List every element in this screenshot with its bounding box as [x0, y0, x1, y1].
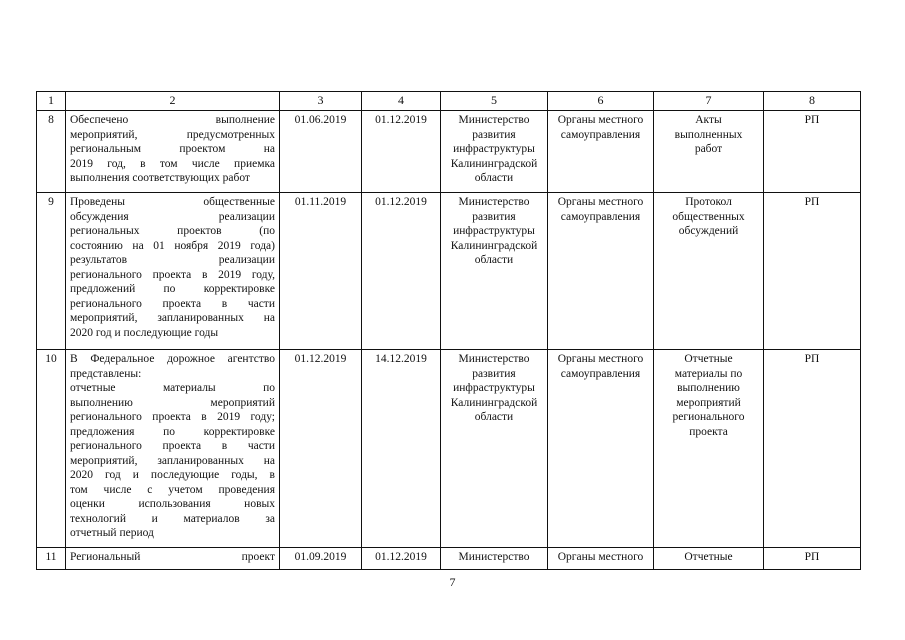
description-cell-line: отчетный период	[70, 527, 154, 539]
end-date-cell	[362, 193, 441, 350]
row-number-cell	[37, 350, 66, 548]
result-document-cell-line: проекта	[689, 425, 728, 438]
responsible-cell-line: области	[474, 411, 514, 423]
description-cell-line: выполнению мероприятий	[70, 396, 275, 409]
table-row	[37, 350, 861, 548]
description-cell-line: предложения по корректировке	[70, 425, 275, 438]
row-number-cell-text: 11	[45, 551, 57, 563]
participants-cell	[548, 193, 654, 350]
description-cell-line: регионального проекта в 2019 году;	[70, 411, 275, 423]
responsible-cell	[441, 193, 548, 350]
description-cell-line: 2020 год и последующие годы, в	[70, 469, 275, 481]
result-document-cell-line: Отчетные	[684, 551, 733, 563]
responsible-cell	[441, 111, 548, 193]
column-number-cell: 3	[280, 92, 362, 111]
description-cell-line: 2019 год, в том числе приемка	[70, 157, 275, 170]
participants-cell-line: Органы местного	[557, 353, 644, 365]
description-cell-line: В Федеральное дорожное агентство	[70, 353, 275, 365]
column-number-cell: 4	[362, 92, 441, 111]
start-date-cell-text: 01.09.2019	[294, 551, 347, 563]
description-cell-line: мероприятий, предусмотренных	[70, 128, 275, 141]
description-cell-line: регионального проекта в части	[70, 297, 275, 310]
result-document-cell-line: регионального	[672, 411, 745, 423]
description-cell-line: Проведены общественные	[70, 196, 275, 208]
result-document-cell	[654, 193, 764, 350]
participants-cell-line: Органы местного	[557, 196, 644, 208]
end-date-cell	[362, 111, 441, 193]
description-cell	[66, 350, 280, 548]
result-document-cell-line: выполнению	[677, 382, 740, 394]
table-row	[37, 193, 861, 350]
end-date-cell-text: 14.12.2019	[375, 353, 427, 365]
responsible-cell-line: области	[474, 172, 514, 184]
description-cell-line: выполнения соответствующих работ	[70, 172, 250, 184]
responsible-cell-line: развития	[472, 128, 516, 141]
control-level-cell-text: РП	[804, 114, 820, 126]
description-cell-line: регионального проекта в 2019 году,	[70, 268, 275, 281]
description-cell-line: том числе с учетом проведения	[70, 483, 275, 496]
responsible-cell-line: области	[474, 254, 514, 266]
column-number-cell: 1	[37, 92, 66, 111]
column-number-cell: 8	[764, 92, 861, 111]
control-level-cell	[764, 350, 861, 548]
participants-cell	[548, 350, 654, 548]
description-cell-line: регионального проекта в части	[70, 440, 275, 452]
column-number-cell: 2	[66, 92, 280, 111]
responsible-cell-line: развития	[472, 210, 516, 223]
result-document-cell-line: обсуждений	[678, 225, 739, 237]
end-date-cell-text: 01.12.2019	[375, 196, 427, 208]
column-number-cell: 7	[654, 92, 764, 111]
description-cell-line: региональным проектом на	[70, 143, 275, 155]
table-row	[37, 111, 861, 193]
control-level-cell-text: РП	[804, 353, 820, 365]
result-document-cell-line: выполненных	[674, 128, 743, 141]
result-document-cell-line: Протокол	[685, 196, 732, 208]
result-document-cell	[654, 111, 764, 193]
description-cell-line: оценки использования новых	[70, 498, 275, 510]
control-level-cell	[764, 111, 861, 193]
description-cell-line: региональных проектов (по	[70, 225, 275, 237]
end-date-cell	[362, 548, 441, 570]
participants-cell	[548, 548, 654, 570]
control-level-cell	[764, 193, 861, 350]
start-date-cell-text: 01.11.2019	[294, 196, 347, 208]
description-cell-line: предложений по корректировке	[70, 283, 275, 295]
responsible-cell-line: Министерство	[458, 353, 530, 365]
result-document-cell-line: Акты	[695, 114, 722, 126]
column-number-cell: 5	[441, 92, 548, 111]
start-date-cell-text: 01.12.2019	[294, 353, 347, 365]
description-cell	[66, 193, 280, 350]
participants-cell	[548, 111, 654, 193]
result-document-cell-line: общественных	[672, 210, 745, 223]
responsible-cell	[441, 548, 548, 570]
description-cell-line: представлены:	[70, 367, 142, 380]
end-date-cell-text: 01.12.2019	[375, 551, 427, 563]
control-level-cell-text: РП	[804, 196, 820, 208]
responsible-cell-line: Калининградской	[450, 157, 538, 170]
description-cell	[66, 548, 280, 570]
responsible-cell-line: инфраструктуры	[453, 225, 535, 237]
start-date-cell	[280, 193, 362, 350]
participants-cell-line: Органы местного	[557, 114, 644, 126]
responsible-cell	[441, 350, 548, 548]
table-body	[37, 92, 861, 570]
participants-cell-line: Органы местного	[557, 551, 644, 563]
participants-cell-line: самоуправления	[560, 210, 641, 223]
start-date-cell	[280, 111, 362, 193]
description-cell-line: отчетные материалы по	[70, 382, 275, 394]
responsible-cell-line: развития	[472, 367, 516, 380]
row-number-cell	[37, 548, 66, 570]
participants-cell-line: самоуправления	[560, 128, 641, 141]
description-cell-line: Региональный проект	[70, 551, 275, 563]
description-cell-line: мероприятий, запланированных на	[70, 454, 275, 467]
description-cell	[66, 111, 280, 193]
description-cell-line: обсуждения реализации	[70, 210, 275, 223]
row-number-cell-text: 9	[48, 196, 54, 208]
end-date-cell	[362, 350, 441, 548]
responsible-cell-line: инфраструктуры	[453, 382, 535, 394]
description-cell-line: 2020 год и последующие годы	[70, 326, 219, 339]
result-document-cell-line: мероприятий	[676, 396, 741, 409]
row-number-cell	[37, 111, 66, 193]
result-document-cell	[654, 548, 764, 570]
table-row	[37, 548, 861, 570]
plan-table	[36, 91, 861, 570]
column-number-cell: 6	[548, 92, 654, 111]
responsible-cell-line: Калининградской	[450, 239, 538, 252]
responsible-cell-line: Министерство	[458, 196, 530, 208]
responsible-cell-line: инфраструктуры	[453, 143, 535, 155]
page-number: 7	[449, 575, 456, 589]
control-level-cell-text: РП	[804, 551, 820, 563]
description-cell-line: мероприятий, запланированных на	[70, 312, 275, 324]
end-date-cell-text: 01.12.2019	[375, 114, 427, 126]
description-cell-line: результатов реализации	[70, 254, 275, 266]
start-date-cell	[280, 548, 362, 570]
control-level-cell	[764, 548, 861, 570]
result-document-cell-line: Отчетные	[684, 353, 733, 365]
row-number-cell	[37, 193, 66, 350]
description-cell-line: Обеспечено выполнение	[70, 114, 275, 126]
result-document-cell	[654, 350, 764, 548]
result-document-cell-line: материалы по	[674, 367, 743, 380]
responsible-cell-line: Министерство	[458, 551, 530, 563]
responsible-cell-line: Министерство	[458, 114, 530, 126]
result-document-cell-line: работ	[694, 143, 723, 155]
responsible-cell-line: Калининградской	[450, 396, 538, 409]
description-cell-line: состоянию на 01 ноября 2019 года)	[70, 239, 275, 252]
description-cell-line: технологий и материалов за	[70, 512, 275, 525]
start-date-cell-text: 01.06.2019	[294, 114, 347, 126]
participants-cell-line: самоуправления	[560, 367, 641, 380]
column-number-row	[37, 92, 861, 111]
row-number-cell-text: 8	[48, 114, 54, 126]
row-number-cell-text: 10	[45, 353, 57, 365]
start-date-cell	[280, 350, 362, 548]
